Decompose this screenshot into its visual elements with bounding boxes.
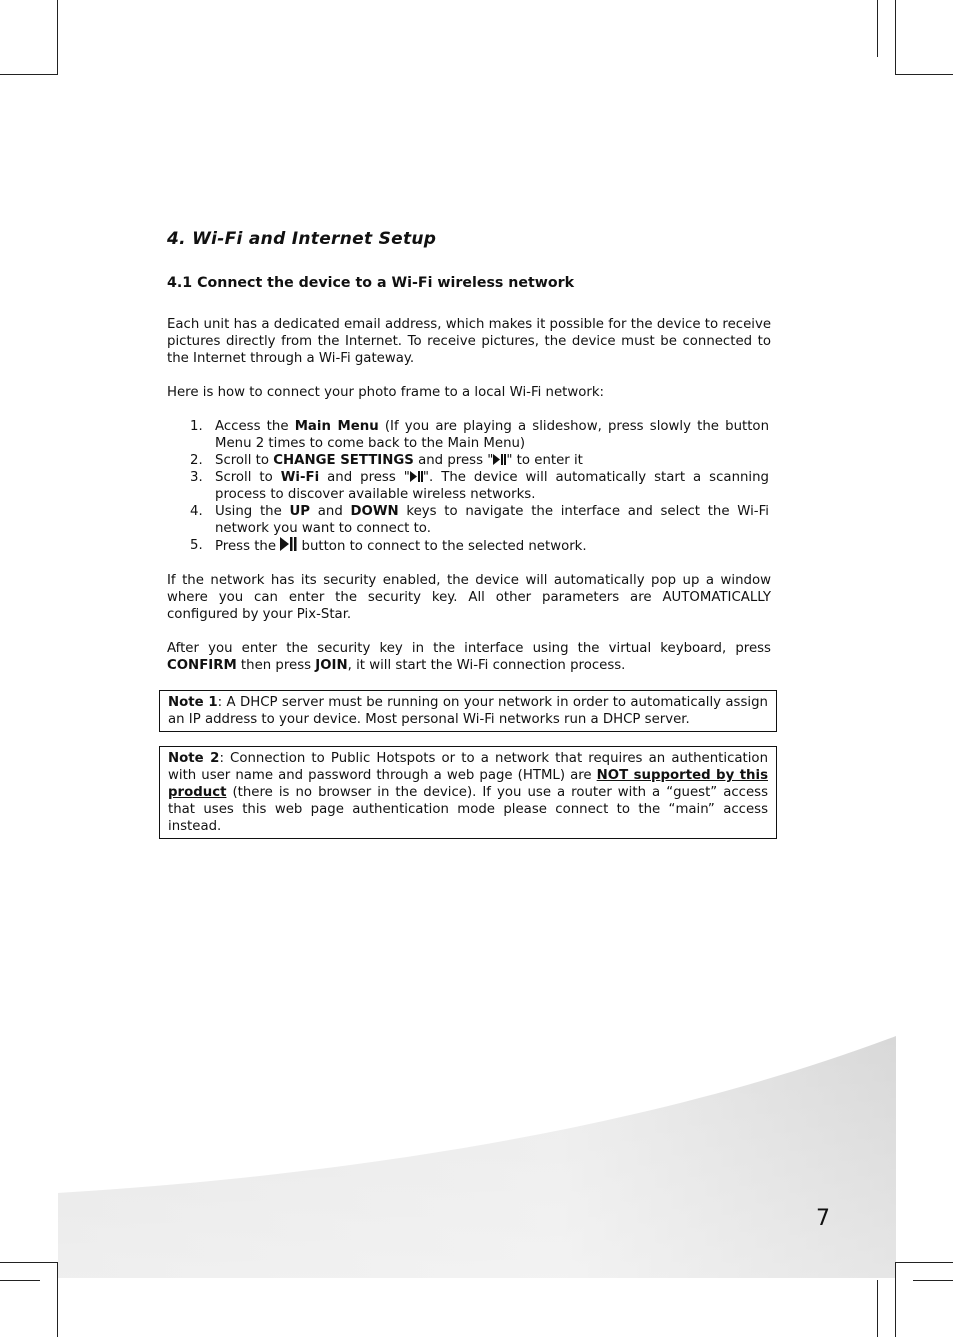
- intro-paragraph: Each unit has a dedicated email address, which makes it possible for the device to receive pictures directly from the Internet. To receive pictures, the device must be connected to the Internet through a Wi-Fi gateway.: [167, 317, 771, 366]
- confirm-paragraph: After you enter the security key in the interface using the virtual keyboard, press CONFIRM then press JOIN, it will start the Wi-Fi connection process.: [167, 641, 771, 673]
- note-2-box: Note 2: Connection to Public Hotspots or to a network that requires an authentication with user name and password through a web page (HTML) are NOT supported by this product (there is no browser in the device). If you use a router with a “guest” access that uses this web page authentication mode please connect to the “main” access instead.: [159, 746, 777, 839]
- list-item: 2. Scroll to CHANGE SETTINGS and press " " to enter it: [190, 453, 583, 468]
- section-title: 4. Wi-Fi and Internet Setup: [167, 229, 437, 249]
- crop-mark: [913, 1280, 953, 1281]
- note-1-text: : A DHCP server must be running on your network in order to automatically assign an IP address to your device. Most personal Wi-Fi networks run a DHCP server.: [168, 695, 768, 727]
- note-1-box: [159, 690, 777, 732]
- crop-mark: [0, 1262, 58, 1263]
- page-number: 7: [816, 1206, 830, 1231]
- crop-mark: [895, 0, 896, 75]
- steps-list: [190, 418, 769, 555]
- list-item: 5. Press the button to connect to the selected network.: [190, 538, 587, 554]
- crop-mark: [877, 1280, 878, 1337]
- crop-mark: [57, 0, 58, 75]
- crop-mark: [57, 1262, 58, 1337]
- crop-mark: [877, 0, 878, 57]
- crop-mark: [0, 1280, 40, 1281]
- crop-mark: [895, 1262, 953, 1263]
- crop-mark: [895, 1262, 896, 1337]
- crop-mark: [0, 74, 58, 75]
- section-subtitle: 4.1 Connect the device to a Wi-Fi wireless network: [167, 275, 575, 291]
- not-supported-emphasis: NOT supported by this product: [168, 768, 768, 800]
- play-pause-icon: [410, 471, 423, 482]
- note-1-label: Note 1: [168, 695, 218, 710]
- crop-mark: [895, 74, 953, 75]
- list-item: 4. Using the UP and DOWN keys to navigate the interface and select the Wi-Fi network you want to connect to.: [190, 504, 769, 536]
- note-2-label: Note 2: [168, 751, 220, 766]
- security-paragraph: If the network has its security enabled, the device will automatically pop up a window where you can enter the security key. All other parameters are AUTOMATICALLY configured by your Pix-Star.: [167, 573, 771, 622]
- play-pause-icon: [493, 454, 506, 465]
- list-item: 1. Access the Main Menu (If you are playing a slideshow, press slowly the button Menu 2 times to come back to the Main Menu): [190, 419, 769, 451]
- lead-in-paragraph: Here is how to connect your photo frame to a local Wi-Fi network:: [167, 385, 605, 400]
- list-item: 3. Scroll to Wi-Fi and press " ". The device will automatically start a scanning process to discover available wireless networks.: [190, 470, 769, 502]
- play-pause-icon: [280, 537, 297, 551]
